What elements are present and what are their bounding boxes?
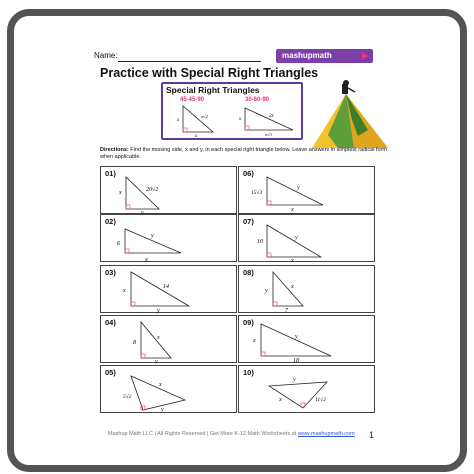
svg-text:x: x bbox=[157, 335, 160, 341]
svg-text:y: y bbox=[293, 377, 296, 383]
svg-text:x√2: x√2 bbox=[201, 114, 208, 119]
reference-45-45-90-label: 45-45-90 bbox=[180, 97, 205, 103]
svg-text:2x: 2x bbox=[269, 114, 274, 119]
svg-text:y: y bbox=[155, 359, 158, 364]
svg-text:y: y bbox=[295, 334, 298, 340]
triangle-07 bbox=[239, 215, 376, 263]
directions bbox=[100, 147, 390, 161]
triangle-03 bbox=[101, 266, 238, 314]
svg-text:x: x bbox=[159, 382, 162, 388]
svg-text:y: y bbox=[151, 233, 154, 239]
svg-text:y: y bbox=[157, 308, 160, 314]
svg-text:x: x bbox=[195, 134, 198, 138]
problem-number: 06) bbox=[243, 169, 254, 178]
triangle-05 bbox=[101, 366, 238, 414]
given-side: 15√3 bbox=[251, 190, 263, 196]
given-side: 8 bbox=[133, 340, 136, 346]
svg-text:x: x bbox=[291, 284, 294, 290]
triangle-01 bbox=[101, 167, 238, 215]
svg-text:y: y bbox=[265, 288, 268, 294]
footer-link[interactable]: www.mashupmath.com bbox=[297, 431, 355, 437]
page-number: 1 bbox=[369, 430, 375, 440]
problem-number: 01) bbox=[105, 169, 116, 178]
problem-number: 09) bbox=[243, 318, 254, 327]
svg-text:y: y bbox=[295, 235, 298, 241]
reference-triangles bbox=[165, 104, 300, 138]
name-field-line bbox=[118, 61, 261, 62]
play-icon bbox=[362, 52, 368, 60]
svg-text:x: x bbox=[239, 117, 242, 122]
page-title: Practice with Special Right Triangles bbox=[100, 66, 319, 80]
problem-03 bbox=[100, 265, 237, 313]
problem-number: 03) bbox=[105, 268, 116, 277]
logo-text: mashupmath bbox=[282, 51, 332, 60]
problem-05 bbox=[100, 365, 237, 413]
given-side: 10 bbox=[257, 239, 263, 245]
problem-04 bbox=[100, 315, 237, 363]
svg-text:x: x bbox=[279, 397, 282, 403]
problem-07 bbox=[238, 214, 375, 262]
ref-triangle-45 bbox=[176, 106, 213, 138]
problem-number: 05) bbox=[105, 368, 116, 377]
given-side: 18 bbox=[293, 358, 299, 364]
svg-text:x: x bbox=[291, 258, 294, 263]
mountain-climber-illustration bbox=[308, 80, 388, 148]
triangle-10 bbox=[239, 366, 376, 414]
triangle-06 bbox=[239, 167, 376, 215]
directions-label: Directions: bbox=[100, 147, 129, 153]
problem-number: 07) bbox=[243, 217, 254, 226]
given-side: 6 bbox=[117, 241, 120, 247]
footer bbox=[108, 431, 355, 437]
problem-number: 08) bbox=[243, 268, 254, 277]
svg-text:x: x bbox=[123, 288, 126, 294]
triangle-04 bbox=[101, 316, 238, 364]
problem-number: 04) bbox=[105, 318, 116, 327]
name-label: Name: bbox=[94, 51, 118, 60]
problem-02 bbox=[100, 214, 237, 262]
problem-number: 10) bbox=[243, 368, 254, 377]
given-side: 11√2 bbox=[315, 397, 326, 403]
svg-text:x: x bbox=[119, 190, 122, 196]
svg-text:y: y bbox=[161, 407, 164, 413]
svg-text:x: x bbox=[253, 338, 256, 344]
given-side: 7 bbox=[285, 308, 288, 314]
footer-text: Mashup Math LLC | All Rights Reserved | Get More K-12 Math Worksheets at bbox=[108, 431, 298, 437]
problem-09 bbox=[238, 315, 375, 363]
problem-06 bbox=[238, 166, 375, 214]
triangle-09 bbox=[239, 316, 376, 364]
reference-title: Special Right Triangles bbox=[166, 85, 260, 95]
svg-text:x√3: x√3 bbox=[265, 132, 272, 137]
triangle-02 bbox=[101, 215, 238, 263]
reference-30-60-90-label: 30-60-90 bbox=[245, 97, 270, 103]
problem-08 bbox=[238, 265, 375, 313]
ref-triangle-30 bbox=[238, 108, 293, 137]
given-side: 14 bbox=[163, 284, 169, 290]
svg-text:x: x bbox=[145, 257, 148, 263]
problem-01 bbox=[100, 166, 237, 214]
problem-number: 02) bbox=[105, 217, 116, 226]
given-side: 20√2 bbox=[146, 187, 159, 193]
triangle-08 bbox=[239, 266, 376, 314]
directions-text: Find the missing side, x and y, in each special right triangle below. Leave answers in simplest radical form when applicable. bbox=[100, 147, 387, 160]
svg-text:x: x bbox=[291, 207, 294, 213]
svg-text:x: x bbox=[177, 118, 180, 123]
svg-text:y: y bbox=[141, 210, 144, 215]
mashupmath-logo bbox=[276, 49, 373, 63]
given-side: 5√2 bbox=[123, 394, 132, 400]
problem-10 bbox=[238, 365, 375, 413]
svg-text:y: y bbox=[297, 185, 300, 191]
